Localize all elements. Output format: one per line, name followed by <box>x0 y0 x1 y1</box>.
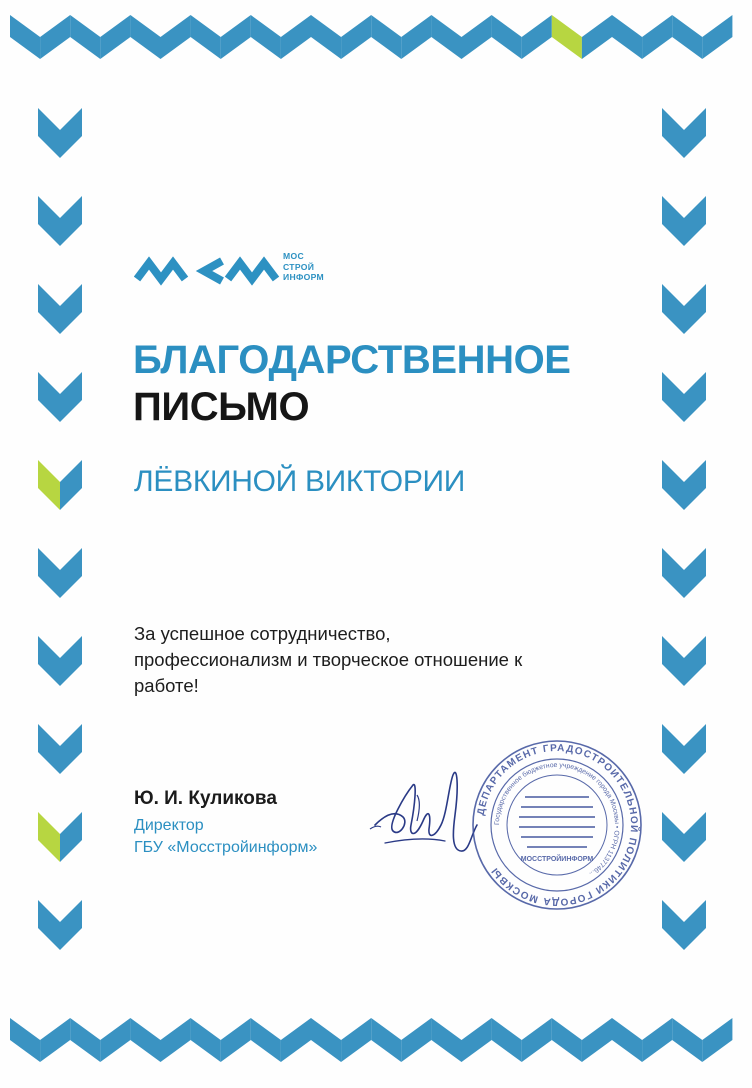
frame-chevron-top <box>40 15 70 59</box>
frame-chevron-bottom <box>251 1018 281 1062</box>
frame-chevron-bottom <box>10 1018 40 1062</box>
logo-mark-m2 <box>228 263 276 279</box>
frame-chevron-right <box>662 196 684 246</box>
frame-chevron-bottom <box>492 1018 522 1062</box>
signer-position: Директор <box>134 817 204 834</box>
frame-chevron-bottom <box>401 1018 431 1062</box>
frame-chevron-left <box>60 636 82 686</box>
stamp-center-lines <box>519 797 595 847</box>
recipient-name: ЛЁВКИНОЙ ВИКТОРИИ <box>134 465 466 498</box>
frame-chevron-bottom <box>431 1018 461 1062</box>
frame-chevron-top <box>462 15 492 59</box>
frame-chevron-right <box>684 460 706 510</box>
frame-chevron-top <box>311 15 341 59</box>
frame-chevron-right <box>684 548 706 598</box>
title-line-2: ПИСЬМО <box>133 385 310 429</box>
frame-chevron-left <box>60 108 82 158</box>
frame-chevron-left <box>60 372 82 422</box>
frame-chevron-left <box>38 636 60 686</box>
stamp-center-text: МОССТРОЙИНФОРМ <box>520 856 594 863</box>
frame-chevron-right <box>684 196 706 246</box>
frame-chevron-right <box>684 284 706 334</box>
official-stamp-icon <box>467 735 647 915</box>
frame-chevron-left <box>60 460 82 510</box>
frame-chevron-right <box>662 724 684 774</box>
frame-chevron-left <box>60 196 82 246</box>
frame-chevron-right <box>684 900 706 950</box>
document-title <box>133 337 571 431</box>
logo-mark-s <box>204 261 222 281</box>
frame-chevron-left <box>38 548 60 598</box>
frame-chevron-right <box>684 372 706 422</box>
frame-chevron-bottom <box>281 1018 311 1062</box>
frame-chevron-left <box>60 812 82 862</box>
logo-line: МОС <box>283 251 304 261</box>
frame-chevron-left <box>38 460 60 510</box>
frame-chevron-left <box>38 900 60 950</box>
frame-chevron-bottom <box>311 1018 341 1062</box>
frame-chevron-right <box>662 900 684 950</box>
frame-chevron-top <box>10 15 40 59</box>
frame-chevron-bottom <box>371 1018 401 1062</box>
frame-chevron-left <box>38 812 60 862</box>
frame-chevron-top <box>702 15 732 59</box>
stamp-inner-text: Государственное бюджетное учреждение города Москвы • ОГРН 1137746... <box>493 761 621 878</box>
frame-chevron-left <box>60 548 82 598</box>
frame-chevron-top <box>492 15 522 59</box>
frame-chevron-bottom <box>161 1018 191 1062</box>
frame-chevron-bottom <box>191 1018 221 1062</box>
frame-chevron-bottom <box>130 1018 160 1062</box>
frame-chevron-bottom <box>70 1018 100 1062</box>
frame-chevron-right <box>662 636 684 686</box>
message-line: работе! <box>134 675 199 696</box>
frame-chevron-bottom <box>612 1018 642 1062</box>
gratitude-message <box>134 621 604 699</box>
frame-chevron-top <box>371 15 401 59</box>
frame-chevron-bottom <box>642 1018 672 1062</box>
message-line: профессионализм и творческое отношение к <box>134 649 523 670</box>
frame-chevron-bottom <box>221 1018 251 1062</box>
frame-chevron-bottom <box>100 1018 130 1062</box>
frame-chevron-right <box>662 812 684 862</box>
frame-chevron-top <box>281 15 311 59</box>
logo-mark-m1 <box>137 263 185 279</box>
logo-wordmark <box>283 251 324 283</box>
frame-chevron-bottom <box>40 1018 70 1062</box>
frame-chevron-top <box>672 15 702 59</box>
stamp-outer-text: ДЕПАРТАМЕНТ ГРАДОСТРОИТЕЛЬНОЙ ПОЛИТИКИ ГОРОДА МОСКВЫ <box>475 742 640 908</box>
signer-organization: ГБУ «Мосстройинформ» <box>134 839 318 856</box>
frame-chevron-bottom <box>672 1018 702 1062</box>
frame-chevron-top <box>341 15 371 59</box>
frame-chevron-bottom <box>702 1018 732 1062</box>
frame-chevron-top <box>161 15 191 59</box>
frame-chevron-left <box>60 900 82 950</box>
frame-chevron-top <box>251 15 281 59</box>
frame-chevron-bottom <box>582 1018 612 1062</box>
frame-chevron-left <box>38 284 60 334</box>
frame-chevron-left <box>60 724 82 774</box>
frame-chevron-right <box>684 812 706 862</box>
title-line-1: БЛАГОДАРСТВЕННОЕ <box>133 338 571 382</box>
frame-chevron-right <box>662 372 684 422</box>
frame-chevron-top <box>401 15 431 59</box>
message-line: За успешное сотрудничество, <box>134 623 391 644</box>
frame-chevron-right <box>684 636 706 686</box>
frame-chevron-bottom <box>341 1018 371 1062</box>
frame-chevron-right <box>684 108 706 158</box>
frame-chevron-right <box>662 460 684 510</box>
frame-chevron-top <box>431 15 461 59</box>
frame-chevron-top <box>221 15 251 59</box>
frame-chevron-top <box>100 15 130 59</box>
frame-chevron-bottom <box>522 1018 552 1062</box>
frame-chevron-top <box>612 15 642 59</box>
frame-chevron-right <box>684 724 706 774</box>
frame-chevron-left <box>38 372 60 422</box>
stamp-middle-circle <box>491 759 623 891</box>
frame-chevron-left <box>38 196 60 246</box>
frame-chevron-top <box>552 15 582 59</box>
frame-chevron-top <box>70 15 100 59</box>
frame-chevron-top <box>582 15 612 59</box>
frame-chevron-bottom <box>552 1018 582 1062</box>
frame-chevron-right <box>662 108 684 158</box>
signer-name: Ю. И. Куликова <box>134 788 277 809</box>
frame-chevron-top <box>522 15 552 59</box>
frame-chevron-top <box>130 15 160 59</box>
frame-chevron-left <box>38 724 60 774</box>
frame-chevron-top <box>642 15 672 59</box>
frame-chevron-bottom <box>462 1018 492 1062</box>
frame-chevron-left <box>38 108 60 158</box>
frame-chevron-top <box>191 15 221 59</box>
logo-line: ИНФОРМ <box>283 272 324 283</box>
frame-chevron-left <box>60 284 82 334</box>
frame-chevron-right <box>662 284 684 334</box>
frame-chevron-right <box>662 548 684 598</box>
logo-line: СТРОЙ <box>283 261 315 272</box>
